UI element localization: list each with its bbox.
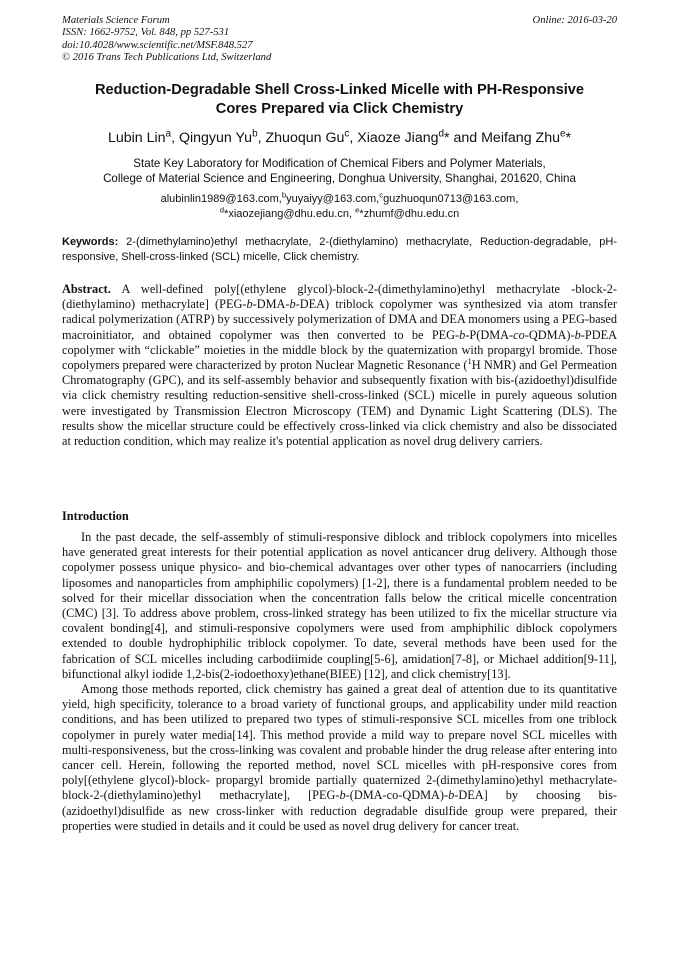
author-separator: * (565, 130, 572, 146)
email-a: alubinlin1989@163.com, (160, 193, 282, 205)
email-line-1 (62, 192, 617, 207)
author-list (62, 129, 617, 147)
affiliation-line-1: State Key Laboratory for Modification of Chemical Fibers and Polymer Materials, (133, 157, 546, 170)
author-name: Meifang Zhu (481, 130, 560, 146)
keywords (62, 235, 617, 264)
email-list (62, 192, 617, 221)
paragraph-text: Among those methods reported, click chemistry has gained a great deal of attention due to its quantitative yield, high specificity, tolerance to a broad variety of functional groups, and applicability under mild reaction conditions, and has been utilized to prepared two types of stimuli-responsive SCL micelles from one triblock copolymer in purely water media[14]. This method provide a mild way to prepare novel SCL micelles with multi-responsiveness, but the cross-linking was covalent and probable hinder the drug release after entering into cancer cell. Herein, following the reported method, novel SCL micelles with pH-responsive cores from poly[(ethylene glycol)-block- propargyl bromide partially quaternized 2-(dimethylamino)ethyl methacrylate- block-2-(diethylamino)ethyl methacrylate], [PEG- (62, 682, 617, 803)
keywords-label: Keywords: (62, 236, 119, 248)
paragraph (62, 682, 617, 834)
author-name: Qingyun Yu (178, 130, 253, 146)
author-mark: c (344, 128, 350, 140)
title-line-1: Reduction-Degradable Shell Cross-Linked Micelle with PH-Responsive (95, 82, 584, 98)
email-mark: c (379, 190, 384, 200)
abstract-text: -P(DMA- (465, 327, 514, 342)
email-mark: b (281, 190, 287, 200)
author-separator: , (171, 130, 179, 146)
abstract-text: H NMR) and Gel Permeation Chromatography (GPC), and its self-assembly behavior and subsequently fixation with bis-(azidoethyl)disulfide via click chemistry resulting reduction-sensitive shell-cross-linked (SCL) micelle in purely aqueous solution were investigated by Transmission Electron Microscopy (TEM) and Dynamic Light Scattering (DLS). The results show the micellar structure could be effectively cross-linked via click chemistry and also be dissociated at reduction condition, which may realize it's potential application as novel drug delivery carriers. (62, 358, 617, 449)
doi: doi:10.4028/www.scientific.net/MSF.848.527 (62, 39, 253, 51)
email-e: *zhumf@dhu.edu.cn (359, 207, 460, 220)
copyright: © 2016 Trans Tech Publications Ltd, Switzerland (62, 52, 272, 64)
paragraph-italic: b (339, 788, 346, 803)
abstract-italic: b (574, 327, 581, 342)
email-b: yuyaiyy@163.com, (286, 193, 380, 205)
introduction-heading: Introduction (62, 509, 129, 523)
abstract-superscript: 1 (467, 355, 472, 366)
abstract-italic: co (513, 327, 525, 342)
affiliation-line-2: College of Material Science and Engineering, Donghua University, Shanghai, 201620, China (103, 172, 576, 185)
paragraph: In the past decade, the self-assembly of stimuli-responsive diblock and triblock copolymers into micelles have generated great interests for their potential application as novel anticancer drug delivery. Although those copolymer possess unique physico- and bio-chemical advantages over other types of nanocarriers (including liposomes and nanoparticles from amphiphilic copolymers) [1-2], there is a fundamental problem needed to be solved for their micellar dissociation when the concentration falls below the critical micelle concentration (CMC) [3]. To address above problem, cross-linked strategy has been utilized to fix the micellar structure via covalent bonding[4], and stimuli-responsive copolymers were used from amphiphilic diblock copolymers extended to double hydrophiphilic triblock copolymer. To date, several methods have been used for the fabrication of SCL micelles including carbodiimide coupling[5-6], amidation[7-8], or Michael addition[9-11], bifunctional alkyl iodide 1,2-bis(2-iodoethoxy)ethane(BIEE) [12], and click chemistry[13]. (62, 530, 617, 681)
author-name: Lubin Lin (107, 130, 166, 146)
author-separator: , (349, 130, 358, 146)
author-name: Xiaoze Jiang (357, 130, 439, 146)
author-mark: b (252, 128, 258, 140)
paper-title (62, 81, 617, 118)
journal-name: Materials Science Forum (62, 15, 170, 26)
author-mark: d (438, 128, 445, 140)
abstract-label: Abstract. (62, 282, 111, 296)
email-line-2 (62, 204, 617, 222)
abstract-text: -DEA) triblock copolymer was synthesized via atom transfer radical polymerization (ATRP) by successively polymerization of DMA and DEA monomers using a PEG-based macroinitiator, and obtained copolymer was then converted to be PEG- (62, 297, 617, 342)
introduction-body (62, 530, 617, 834)
email-c: guzhuoqun0713@163.com, (383, 193, 519, 205)
author-mark: e (559, 128, 566, 140)
author-mark: a (165, 128, 172, 140)
affiliation (62, 156, 617, 186)
abstract-text: -PDEA copolymer with “clickable” moieties in the middle block by the quaternization with propargyl bromide. Those copolymers prepared were characterized by proton Nuclear Magnetic Resonance ( (62, 327, 617, 373)
email-mark: d (219, 204, 225, 214)
email-mark: e (355, 204, 360, 214)
online-date: Online: 2016-03-20 (532, 15, 617, 26)
abstract-italic: b (246, 297, 253, 312)
abstract-text: A well-defined poly[(ethylene glycol)-block-2-(dimethylamino)ethyl methacrylate -block-2-(diethylamino) methacrylate] (PEG- (62, 282, 617, 312)
paragraph-italic: b (448, 788, 455, 803)
author-separator: , (257, 130, 266, 146)
journal-header (62, 15, 617, 65)
email-d: *xiaozejiang@dhu.edu.cn, (224, 207, 356, 220)
abstract-italic: b (459, 327, 466, 342)
abstract (62, 282, 617, 449)
abstract-italic: b (289, 297, 296, 312)
keywords-text: 2-(dimethylamino)ethyl methacrylate, 2-(diethylamino) methacrylate, Reduction-degradable, pH-responsive, Shell-cross-linked (SCL) micelle, Click chemistry. (62, 236, 617, 263)
title-line-2: Cores Prepared via Click Chemistry (215, 100, 464, 117)
abstract-text: -DMA- (252, 297, 290, 312)
author-name: Zhuoqun Gu (265, 130, 345, 146)
author-separator: * and (444, 130, 482, 146)
paragraph-text: -(DMA-co-QDMA)- (345, 788, 449, 803)
paragraph-text: -DEA] by choosing bis-(azidoethyl)disulfide as new cross-linker with reduction degradable disulfide group were prepared, their properties were studied in details and it could be used as novel drug delivery for cancer treat. (62, 788, 617, 833)
abstract-text: -QDMA)- (524, 327, 575, 342)
issn: ISSN: 1662-9752, Vol. 848, pp 527-531 (62, 27, 230, 39)
